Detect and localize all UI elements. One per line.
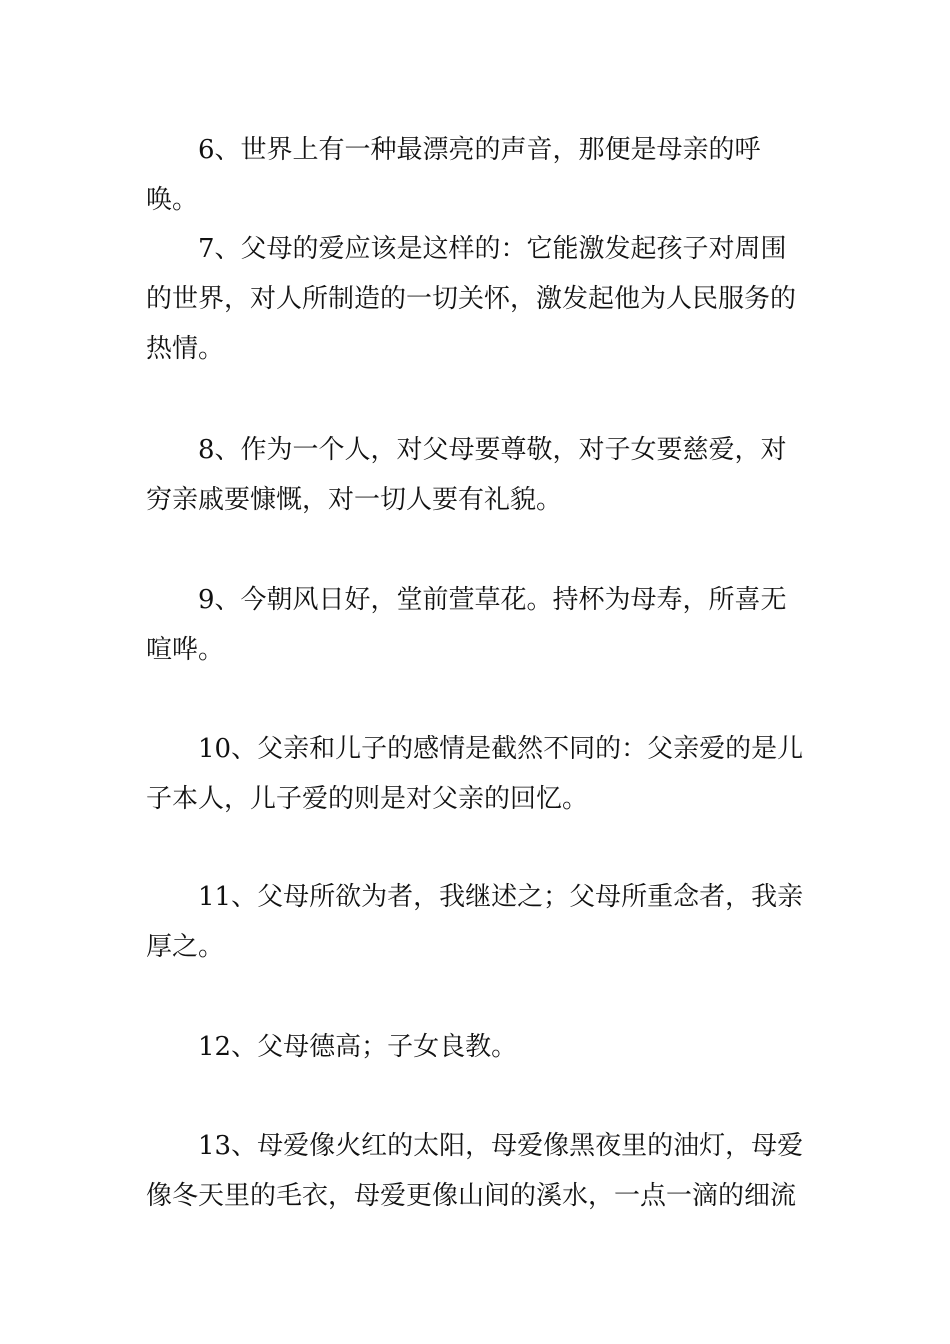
quote-paragraph-11: 11、父母所欲为者，我继述之；父母所重念者，我亲厚之。 <box>146 882 804 962</box>
quote-paragraph-8: 8、作为一个人，对父母要尊敬，对子女要慈爱，对穷亲戚要慷慨，对一切人要有礼貌。 <box>146 435 787 515</box>
quote-paragraph-12: 12、父母德高；子女良教。 <box>198 1032 518 1062</box>
quote-paragraph-7: 7、父母的爱应该是这样的：它能激发起孩子对周围的世界，对人所制造的一切关怀，激发起他为人民服务的热情。 <box>146 234 797 364</box>
quote-paragraph-13: 13、母爱像火红的太阳，母爱像黑夜里的油灯，母爱像冬天里的毛衣，母爱更像山间的溪水，一点一滴的细流 <box>146 1131 804 1211</box>
quote-paragraph-9: 9、今朝风日好，堂前萱草花。持杯为母寿，所喜无喧哗。 <box>146 585 787 665</box>
quote-paragraph-6: 6、世界上有一种最漂亮的声音，那便是母亲的呼唤。 <box>146 135 761 215</box>
quote-paragraph-10: 10、父亲和儿子的感情是截然不同的：父亲爱的是儿子本人，儿子爱的则是对父亲的回忆。 <box>146 734 804 814</box>
